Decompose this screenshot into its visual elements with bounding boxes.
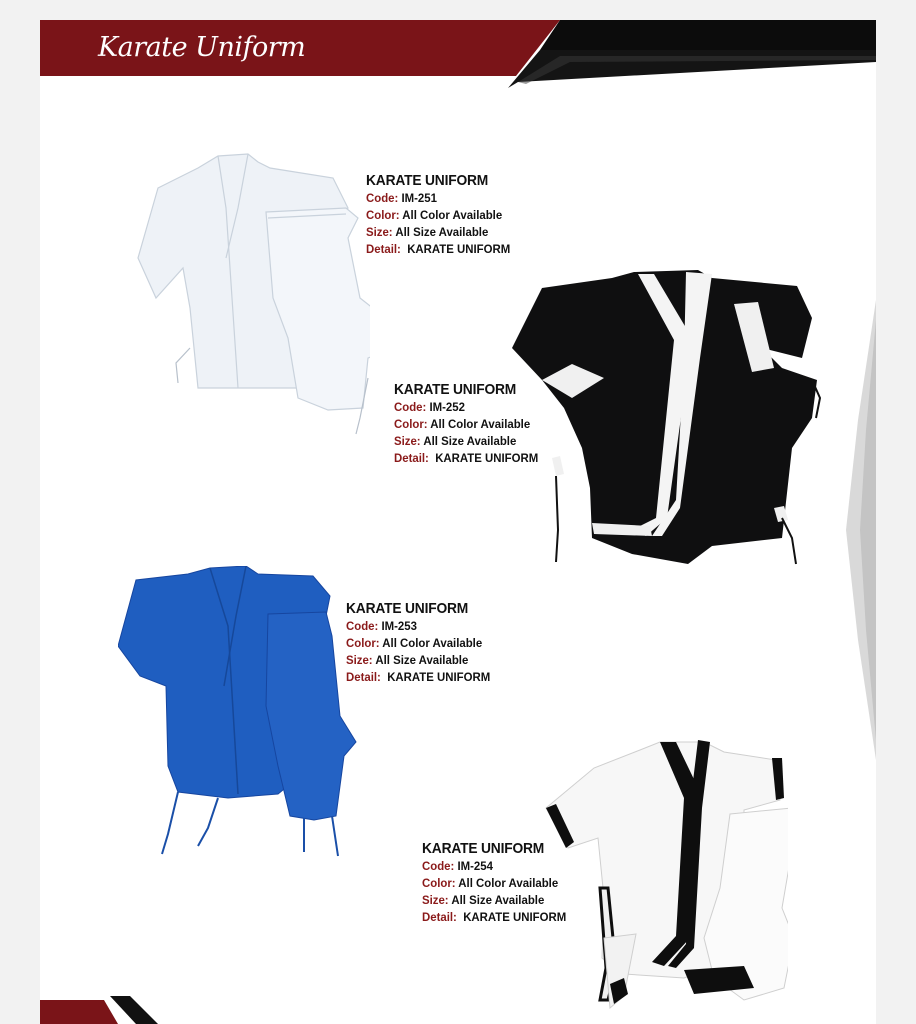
black-karate-uniform-with-white-trim-image	[512, 268, 822, 568]
product-color: All Color Available	[402, 208, 503, 222]
product-size: All Size Available	[451, 893, 545, 907]
color-label: Color:	[394, 417, 428, 431]
white-karate-uniform-with-black-trim-image	[544, 738, 788, 1014]
detail-label: Detail:	[346, 670, 381, 684]
color-label: Color:	[366, 208, 400, 222]
product-size: All Size Available	[395, 225, 489, 239]
color-label: Color:	[346, 636, 380, 650]
product-info-im-252	[394, 381, 546, 467]
product-color: All Color Available	[430, 417, 531, 431]
product-code: IM-251	[401, 191, 437, 205]
product-code: IM-254	[457, 859, 493, 873]
size-label: Size:	[394, 434, 421, 448]
product-info-im-253	[346, 600, 498, 686]
product-name: KARATE UNIFORM	[422, 840, 545, 857]
product-size: All Size Available	[375, 653, 469, 667]
code-label: Code:	[394, 400, 427, 414]
product-code: IM-252	[429, 400, 465, 414]
blue-karate-uniform-image	[118, 566, 362, 860]
product-name: KARATE UNIFORM	[366, 172, 489, 189]
code-label: Code:	[422, 859, 455, 873]
size-label: Size:	[422, 893, 449, 907]
size-label: Size:	[346, 653, 373, 667]
code-label: Code:	[366, 191, 399, 205]
product-detail: KARATE UNIFORM	[407, 242, 511, 256]
color-label: Color:	[422, 876, 456, 890]
product-code: IM-253	[381, 619, 417, 633]
product-size: All Size Available	[423, 434, 517, 448]
detail-label: Detail:	[422, 910, 457, 924]
product-detail: KARATE UNIFORM	[387, 670, 491, 684]
detail-label: Detail:	[394, 451, 429, 465]
product-name: KARATE UNIFORM	[346, 600, 469, 617]
page-title: Karate Uniform	[98, 32, 306, 63]
code-label: Code:	[346, 619, 379, 633]
detail-label: Detail:	[366, 242, 401, 256]
white-karate-uniform-image	[98, 148, 370, 438]
footer-banner	[40, 996, 200, 1024]
product-color: All Color Available	[382, 636, 483, 650]
decorative-edge-shadow	[836, 300, 876, 760]
header-banner	[40, 20, 876, 78]
product-detail: KARATE UNIFORM	[435, 451, 539, 465]
product-color: All Color Available	[458, 876, 559, 890]
catalog-page	[40, 20, 876, 1024]
product-info-im-254	[422, 840, 574, 926]
product-detail: KARATE UNIFORM	[463, 910, 567, 924]
product-name: KARATE UNIFORM	[394, 381, 517, 398]
product-info-im-251	[366, 172, 518, 258]
size-label: Size:	[366, 225, 393, 239]
